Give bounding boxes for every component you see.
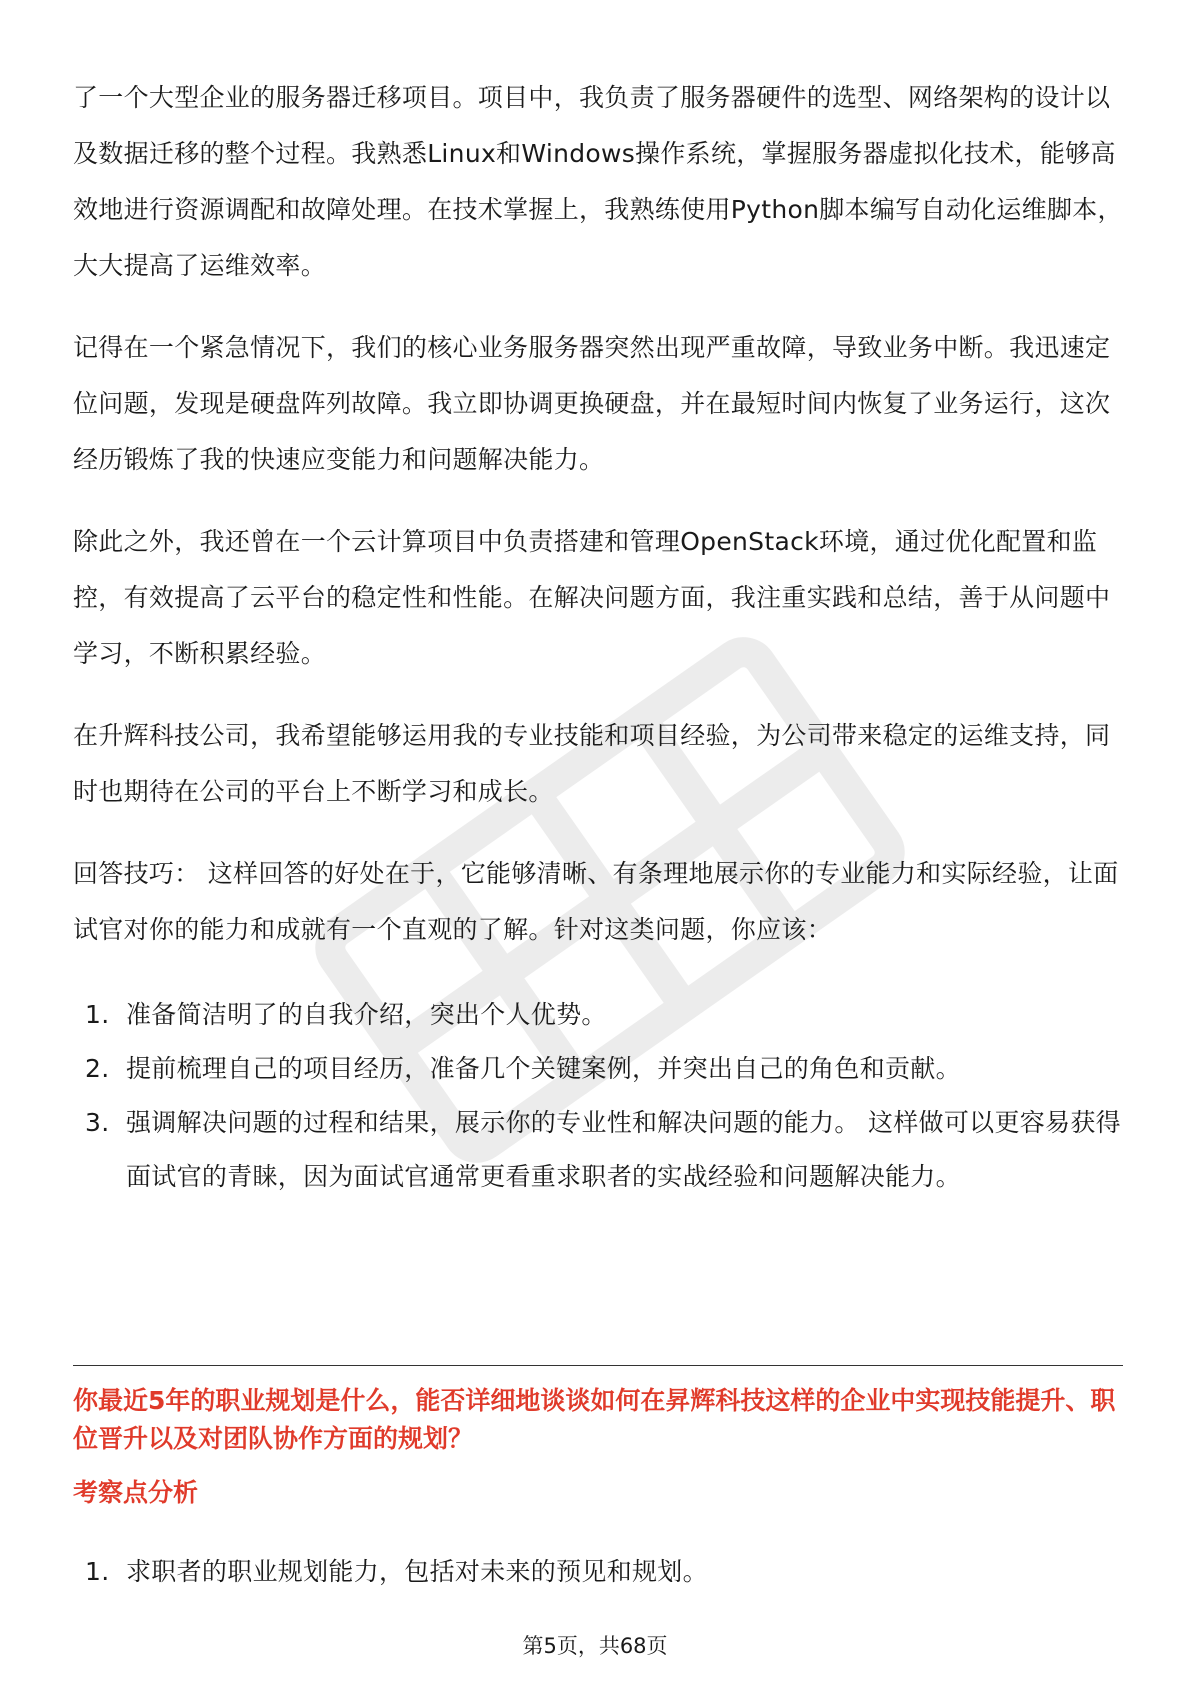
page-number-footer: 第5页，共68页 xyxy=(522,1634,668,1658)
paragraph-cloud: 除此之外，我还曾在一个云计算项目中负责搭建和管理OpenStack环境，通过优化配置和监控，有效提高了云平台的稳定性和性能。在解决问题方面，我注重实践和总结，善于从问题中学习，不断积累经验。 xyxy=(73,527,1111,668)
list-item xyxy=(73,1545,1123,1599)
paragraph-company-goal: 在升辉科技公司，我希望能够运用我的专业技能和项目经验，为公司带来稳定的运维支持，同时也期待在公司的平台上不断学习和成长。 xyxy=(73,721,1111,806)
interview-question: 你最近5年的职业规划是什么，能否详细地谈谈如何在昇辉科技这样的企业中实现技能提升、职位晋升以及对团队协作方面的规划？ xyxy=(73,1386,1116,1453)
analysis-list xyxy=(73,1545,1123,1599)
list-number: 1. xyxy=(85,1557,110,1586)
list-number: 3. xyxy=(85,1108,110,1137)
body-content xyxy=(73,70,1123,1204)
section-divider xyxy=(73,1365,1123,1366)
list-number: 1. xyxy=(85,1000,110,1029)
list-item xyxy=(73,1042,1123,1096)
paragraph-emergency: 记得在一个紧急情况下，我们的核心业务服务器突然出现严重故障，导致业务中断。我迅速定位问题，发现是硬盘阵列故障。我立即协调更换硬盘，并在最短时间内恢复了业务运行，这次经历锻炼了我的快速应变能力和问题解决能力。 xyxy=(73,333,1111,474)
list-item xyxy=(73,1096,1123,1204)
list-item xyxy=(73,988,1123,1042)
list-item-text: 提前梳理自己的项目经历，准备几个关键案例，并突出自己的角色和贡献。 xyxy=(126,1054,961,1083)
list-item-text: 准备简洁明了的自我介绍，突出个人优势。 xyxy=(126,1000,607,1029)
list-number: 2. xyxy=(85,1054,110,1083)
list-item-text: 强调解决问题的过程和结果，展示你的专业性和解决问题的能力。 这样做可以更容易获得面试官的青睐，因为面试官通常更看重求职者的实战经验和问题解决能力。 xyxy=(126,1108,1121,1191)
tips-list xyxy=(73,988,1123,1204)
analysis-heading: 考察点分析 xyxy=(73,1478,199,1507)
list-item-text: 求职者的职业规划能力，包括对未来的预见和规划。 xyxy=(126,1557,708,1586)
paragraph-experience: 了一个大型企业的服务器迁移项目。项目中，我负责了服务器硬件的选型、网络架构的设计以及数据迁移的整个过程。我熟悉Linux和Windows操作系统，掌握服务器虚拟化技术，能够高效地进行资源调配和故障处理。在技术掌握上，我熟练使用Python脚本编写自动化运维脚本，大大提高了运维效率。 xyxy=(73,83,1123,280)
paragraph-answer-tips: 回答技巧： 这样回答的好处在于，它能够清晰、有条理地展示你的专业能力和实际经验，让面试官对你的能力和成就有一个直观的了解。针对这类问题，你应该： xyxy=(73,859,1119,944)
